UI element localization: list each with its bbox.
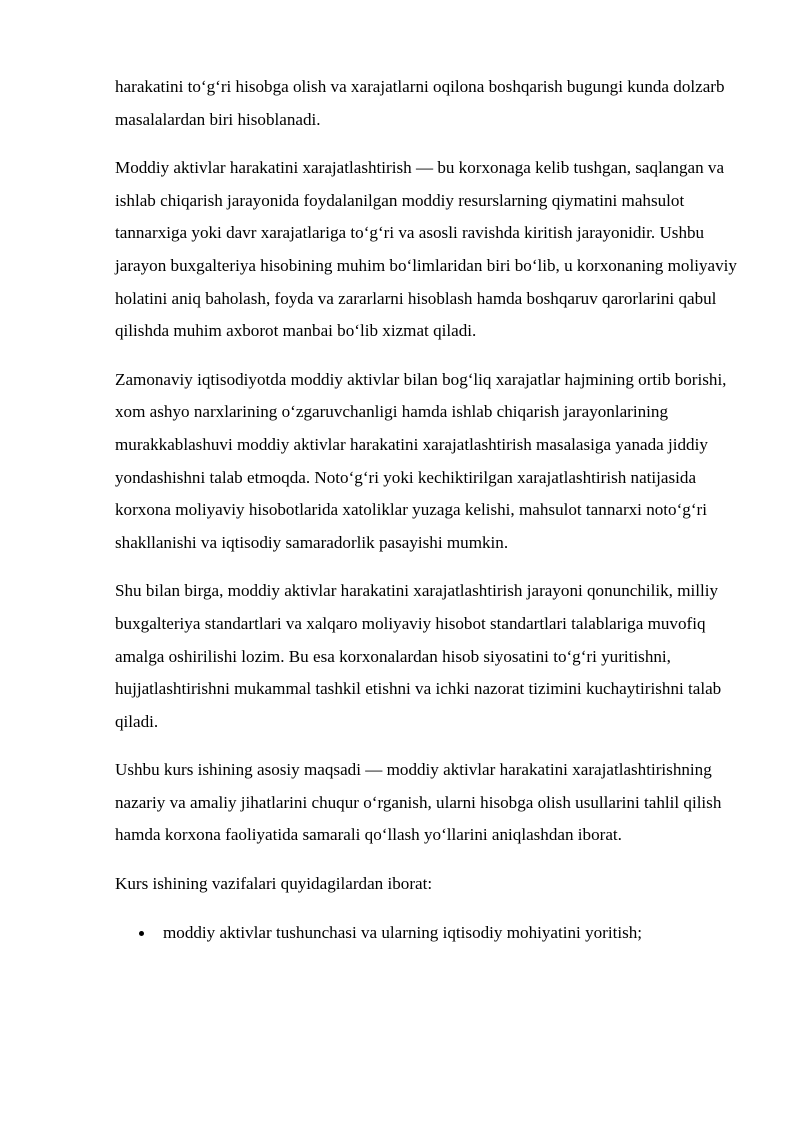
paragraph-intro-continuation: harakatini to‘g‘ri hisobga olish va xarajatlarni oqilona boshqarish bugungi kunda dolzarb masalalardan biri hisoblanadi. <box>115 77 725 129</box>
paragraph-definition: Moddiy aktivlar harakatini xarajatlashtirish — bu korxonaga kelib tushgan, saqlangan va ishlab chiqarish jarayonida foydalanilgan moddiy resurslarning qiymatini mahsulot tannarxiga yoki davr xarajatlariga to‘g‘ri va asosli ravishda kiritish jarayonidir. Ushbu jarayon buxgalteriya hisobining muhim bo‘limlaridan biri bo‘lib, u korxonaning moliyaviy holatini aniq baholash, foyda va zararlarni hisoblash hamda boshqaruv qarorlarini qabul qilishda muhim axborot manbai bo‘lib xizmat qiladi. <box>115 158 737 341</box>
paragraph-relevance: Zamonaviy iqtisodiyotda moddiy aktivlar bilan bog‘liq xarajatlar hajmining ortib borishi, xom ashyo narxlarining o‘zgaruvchanligi hamda ishlab chiqarish jarayonlarining murakkablashuvi moddiy aktivlar harakatini xarajatlashtirish masalasiga yanada jiddiy yondashishni talab etmoqda. Noto‘g‘ri yoki kechiktirilgan xarajatlashtirish natijasida korxona moliyaviy hisobotlarida xatoliklar yuzaga kelishi, mahsulot tannarxi noto‘g‘ri shakllanishi va iqtisodiy samaradorlik pasayishi mumkin. <box>115 369 727 552</box>
list-item <box>115 917 740 950</box>
paragraph-goal: Ushbu kurs ishining asosiy maqsadi — moddiy aktivlar harakatini xarajatlashtirishning nazariy va amaliy jihatlarini chuqur o‘rganish, ularni hisobga olish usullarini tahlil qilish hamda korxona faoliyatida samarali qo‘llash yo‘llarini aniqlashdan iborat. <box>115 760 722 845</box>
bullet-icon <box>139 931 144 936</box>
document-body <box>115 71 740 949</box>
paragraph-tasks-heading: Kurs ishining vazifalari quyidagilardan iborat: <box>115 874 433 894</box>
tasks-list <box>115 917 740 950</box>
paragraph-standards: Shu bilan birga, moddiy aktivlar harakatini xarajatlashtirish jarayoni qonunchilik, milliy buxgalteriya standartlari va xalqaro moliyaviy hisobot standartlari talablariga muvofiq amalga oshirilishi lozim. Bu esa korxonalardan hisob siyosatini to‘g‘ri yuritishni, hujjatlashtirishni mukammal tashkil etishni va ichki nazorat tizimini kuchaytirishni talab qiladi. <box>115 581 722 731</box>
list-item-text: moddiy aktivlar tushunchasi va ularning iqtisodiy mohiyatini yoritish; <box>163 922 643 942</box>
